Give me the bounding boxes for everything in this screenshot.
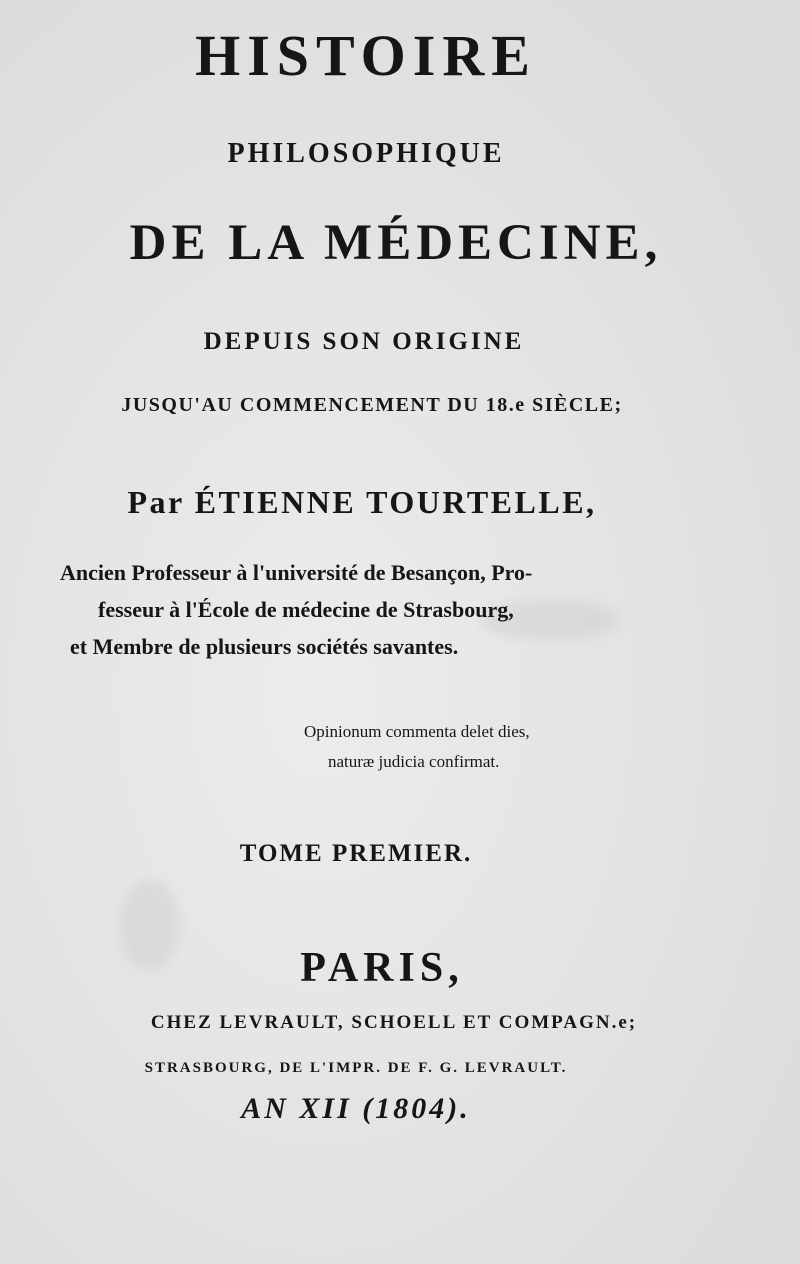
imprint-city: PARIS, [300, 945, 464, 991]
book-title: HISTOIRE [195, 23, 537, 88]
author-credentials-line-1: Ancien Professeur à l'université de Besançon, Pro- [60, 560, 533, 585]
epigraph-line-2: naturæ judicia confirmat. [328, 752, 500, 771]
imprint-date: AN XII (1804). [241, 1092, 471, 1125]
book-subtitle-philosophique: PHILOSOPHIQUE [227, 138, 505, 169]
author-credentials-line-3: et Membre de plusieurs sociétés savantes. [70, 634, 459, 659]
imprint-printer: STRASBOURG, DE L'IMPR. DE F. G. LEVRAULT. [144, 1060, 568, 1076]
imprint-publisher: CHEZ LEVRAULT, SCHOELL ET COMPAGN.e; [150, 1012, 638, 1033]
author-credentials-line-2: fesseur à l'École de médecine de Strasbourg, [98, 597, 514, 622]
book-subtitle-medecine: DE LA MÉDECINE, [129, 215, 663, 271]
scope-line-origin: DEPUIS SON ORIGINE [203, 328, 525, 355]
volume-label: TOME PREMIER. [239, 840, 473, 867]
scope-line-century: JUSQU'AU COMMENCEMENT DU 18.e SIÈCLE; [121, 394, 623, 416]
author-line: Par ÉTIENNE TOURTELLE, [127, 484, 597, 520]
epigraph-line-1: Opinionum commenta delet dies, [304, 722, 530, 741]
